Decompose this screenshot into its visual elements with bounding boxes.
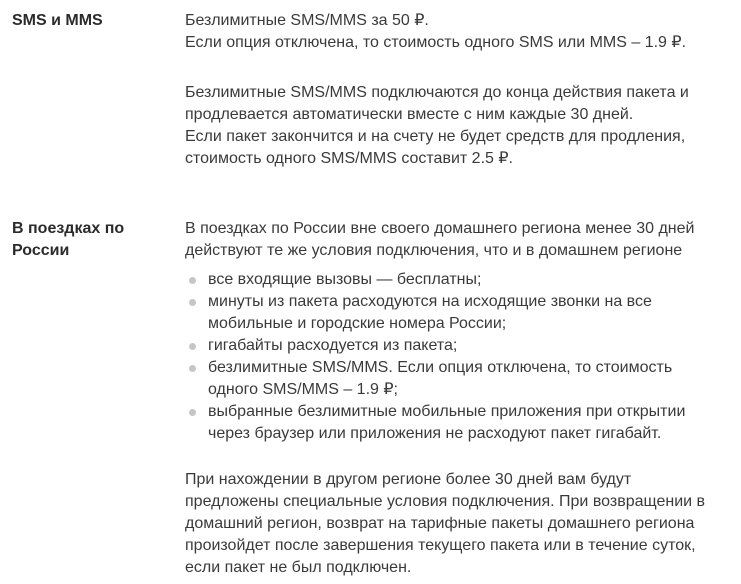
paragraph-sms-renewal <box>185 82 725 170</box>
list-item <box>185 357 725 401</box>
text-line: Если опция отключена, то стоимость одного SMS или MMS – 1.9 ₽. <box>185 34 687 51</box>
text-line: Безлимитные SMS/MMS подключаются до конца действия пакета и продлевается автоматически вместе с ним каждые 30 дней. <box>185 84 689 123</box>
bullet-icon <box>189 365 196 372</box>
text-line: Безлимитные SMS/MMS за 50 ₽. <box>185 12 429 29</box>
text-line: Если пакет закончится и на счету не будет средств для продления, стоимость одного SMS/MMS составит 2.5 ₽. <box>185 128 686 167</box>
section-sms-mms <box>12 10 727 170</box>
list-item-text: гигабайты расходуется из пакета; <box>208 337 458 354</box>
text-line: При нахождении в другом регионе более 30 дней вам будут предложены специальные условия подключения. При возвращении в домашний регион, возврат на тарифные пакеты домашнего региона произойдет после завершения текущего пакета или в течение суток, если пакет не был подключен. <box>185 471 706 576</box>
list-item-text: выбранные безлимитные мобильные приложения при открытии через браузер или приложения не расходуют пакет гигабайт. <box>208 403 686 442</box>
text-line: В поездках по России вне своего домашнего региона менее 30 дней действуют те же условия подключения, что и в домашнем регионе <box>185 220 695 259</box>
bullet-icon <box>189 409 196 416</box>
bullet-icon <box>189 277 196 284</box>
paragraph-sms-price <box>185 10 725 54</box>
list-item <box>185 269 725 291</box>
list-item <box>185 401 725 445</box>
bullet-icon <box>189 299 196 306</box>
section-title-russia-travel: В поездках по России <box>12 220 125 259</box>
list-item <box>185 335 725 357</box>
section-content-column <box>185 10 725 170</box>
section-label-column <box>12 10 185 32</box>
paragraph-travel-closing <box>185 469 725 579</box>
list-item-text: безлимитные SMS/MMS. Если опция отключена, то стоимость одного SMS/MMS – 1.9 ₽; <box>208 359 673 398</box>
section-content-column <box>185 218 725 579</box>
section-title-sms-mms: SMS и MMS <box>12 12 103 29</box>
travel-conditions-list <box>185 269 725 445</box>
list-item-text: минуты из пакета расходуются на исходящие звонки на все мобильные и городские номера России; <box>208 293 652 332</box>
section-russia-travel <box>12 218 727 579</box>
paragraph-travel-intro <box>185 218 725 262</box>
section-label-column <box>12 218 185 262</box>
list-item-text: все входящие вызовы — бесплатны; <box>208 271 482 288</box>
list-item <box>185 291 725 335</box>
bullet-icon <box>189 343 196 350</box>
